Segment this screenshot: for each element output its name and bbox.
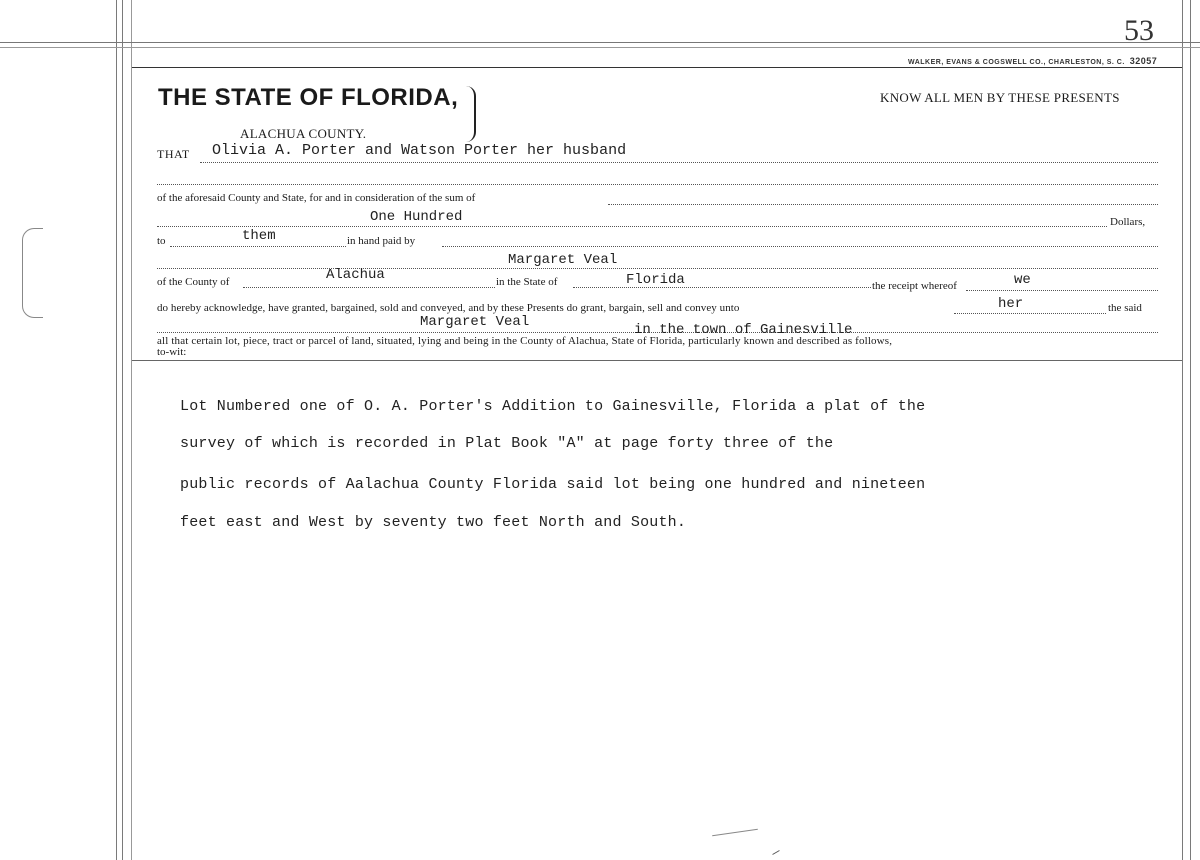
page-edge-left-1 xyxy=(116,0,117,860)
town-note: in the town of Gainesville xyxy=(634,322,853,338)
grantors: Olivia A. Porter and Watson Porter her husband xyxy=(212,142,627,159)
line-5a xyxy=(170,246,346,247)
acknowledge-label: do hereby acknowledge, have granted, bargained, sold and conveyed, and by these Presents do grant, bargain, sell and convey unto xyxy=(157,302,740,314)
grantee: Margaret Veal xyxy=(420,314,530,330)
imprint-rule xyxy=(132,67,1182,68)
line-5b xyxy=(442,246,1158,247)
line-7b xyxy=(573,287,871,288)
page-edge-left-2 xyxy=(122,0,123,860)
convey-value: her xyxy=(998,296,1024,312)
page-number: 53 xyxy=(1124,14,1154,47)
county-of-label: of the County of xyxy=(157,276,230,288)
consideration-label: of the aforesaid County and State, for and in consideration of the sum of xyxy=(157,192,476,204)
sum-value: One Hundred xyxy=(370,209,463,225)
state-value: Florida xyxy=(626,272,685,288)
description-rule xyxy=(132,360,1182,361)
description-line-3: public records of Aalachua County Florida said lot being one hundred and nineteen xyxy=(180,476,926,493)
page-edge-right-2 xyxy=(1190,0,1191,860)
said-label: the said xyxy=(1108,302,1142,314)
line-2 xyxy=(157,184,1158,185)
receipt-value: we xyxy=(1014,272,1031,288)
description-line-1: Lot Numbered one of O. A. Porter's Addition to Gainesville, Florida a plat of the xyxy=(180,398,926,415)
line-8 xyxy=(954,313,1106,314)
line-4 xyxy=(157,226,1107,227)
stray-mark-2 xyxy=(772,850,779,855)
county-heading: ALACHUA COUNTY. xyxy=(240,126,367,141)
line-1 xyxy=(200,162,1158,163)
know-all-men: KNOW ALL MEN BY THESE PRESENTS xyxy=(880,90,1120,105)
printer-imprint: WALKER, EVANS & COGSWELL CO., CHARLESTON, S. C. 32057 xyxy=(908,56,1158,66)
top-rule-1 xyxy=(0,42,1200,43)
state-of-label: in the State of xyxy=(496,276,558,288)
receipt-label: the receipt whereof xyxy=(872,280,957,292)
page-edge-right-1 xyxy=(1182,0,1183,860)
land-label: all that certain lot, piece, tract or parcel of land, situated, lying and being in the County of Alachua, State of Florida, particularly known and described as follows, xyxy=(157,335,893,347)
to-wit-label: to-wit: xyxy=(157,346,187,358)
dollars-label: Dollars, xyxy=(1110,216,1146,228)
line-6 xyxy=(157,268,1158,269)
description-line-2: survey of which is recorded in Plat Book "A" at page forty three of the xyxy=(180,435,834,452)
in-hand-label: in hand paid by xyxy=(347,235,416,247)
stray-mark-1 xyxy=(712,829,758,836)
that-label: THAT xyxy=(157,147,190,161)
line-3 xyxy=(608,204,1158,205)
paid-to: them xyxy=(242,228,276,244)
heading-brace xyxy=(466,86,476,142)
payer: Margaret Veal xyxy=(508,252,618,268)
top-rule-2 xyxy=(0,47,1200,48)
binder-hole xyxy=(22,228,43,318)
line-7c xyxy=(966,290,1158,291)
county-value: Alachua xyxy=(326,267,385,283)
line-7a xyxy=(243,287,495,288)
description-line-4: feet east and West by seventy two feet North and South. xyxy=(180,514,687,531)
page-edge-left-3 xyxy=(131,0,132,860)
to-label: to xyxy=(157,235,166,247)
state-heading: THE STATE OF FLORIDA, xyxy=(158,84,459,111)
